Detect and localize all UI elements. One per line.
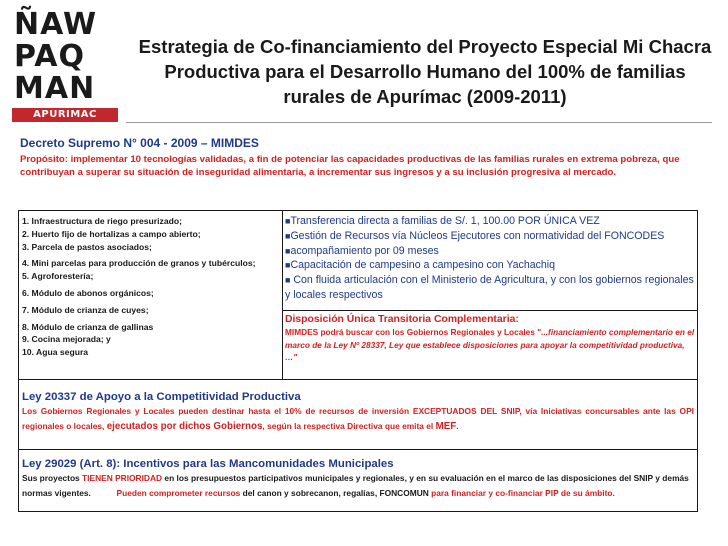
logo-text-line-2: PAQ xyxy=(14,39,85,74)
law-29029-section xyxy=(18,449,698,512)
technology-item: 4. Mini parcelas para producción de granos y tubérculos; xyxy=(22,258,256,269)
square-bullet-icon: ■ xyxy=(285,260,291,271)
program-details xyxy=(283,211,697,379)
square-bullet-icon: ■ xyxy=(285,275,291,286)
technologies-table xyxy=(18,210,698,380)
disposition-text: MIMDES podrá buscar con los Gobiernos Regionales y Locales "...financiamiento complementario en el marco de la Ley Nº 28337, Ley que establece disposiciones para apoyar la competitividad productiva, …" xyxy=(285,327,695,362)
square-bullet-icon: ■ xyxy=(285,230,291,241)
decree-heading: Decreto Supremo N° 004 - 2009 – MIMDES xyxy=(20,136,259,150)
technologies-list xyxy=(19,211,283,379)
law-29029-heading: Ley 29029 (Art. 8): Incentivos para las Mancomunidades Municipales xyxy=(22,458,394,470)
feature-bullet: ■Gestión de Recursos vía Núcleos Ejecutores con normatividad del FONCODES xyxy=(285,229,665,242)
technology-item: 8. Módulo de crianza de gallinas xyxy=(22,321,154,332)
title-divider xyxy=(126,122,712,123)
feature-bullet: ■Capacitación de campesino a campesino con Yachachiq xyxy=(285,259,556,272)
technology-item: 1. Infraestructura de riego presurizado; xyxy=(22,216,182,226)
feature-bullet: ■acompañamiento por 09 meses xyxy=(285,244,439,257)
technology-item: 3. Parcela de pastos asociados; xyxy=(22,241,152,252)
square-bullet-icon: ■ xyxy=(285,245,291,256)
law-20337-heading: Ley 20337 de Apoyo a la Competitividad Productiva xyxy=(22,391,301,403)
logo-text-line-1: ÑAW xyxy=(14,7,98,42)
feature-bullet: ■ Con fluida articulación con el Ministerio de Agricultura, y con los gobiernos regionales y locales respectivos xyxy=(285,274,694,301)
decree-section xyxy=(20,136,700,179)
transitory-disposition xyxy=(283,311,697,366)
law-20337-section xyxy=(18,380,698,450)
technology-item: 2. Huerto fijo de hortalizas a campo abierto; xyxy=(22,228,201,239)
technology-item: 7. Módulo de crianza de cuyes; xyxy=(22,304,149,315)
feature-bullet: ■Transferencia directa a familias de S/. 1, 100.00 POR ÚNICA VEZ xyxy=(285,215,600,227)
disposition-heading: Disposición Única Transitoria Complementaria: xyxy=(285,314,519,325)
page-title: Estrategia de Co-financiamiento del Proyecto Especial Mi Chacra Productiva para el Desarrollo Humano del 100% de familias rurales de Apurímac (2009-2011) xyxy=(138,36,712,107)
logo-text-line-3: MAN xyxy=(14,71,96,106)
program-features xyxy=(283,211,697,311)
technology-item: 6. Módulo de abonos orgánicos; xyxy=(22,287,154,298)
decree-purpose: Propósito: implementar 10 tecnologías validadas, a fin de potenciar las capacidades productivas de las familias rurales en extrema pobreza, que contribuyan a superar su situación de inseguridad alimentaria, a incrementar sus ingresos y a su inclusión progresiva al mercado. xyxy=(20,154,680,178)
logo-subtitle: APURIMAC xyxy=(12,108,118,122)
law-29029-text: Sus proyectos TIENEN PRIORIDAD en los presupuestos participativos municipales y regionales, y en su evaluación en el marco de las disposiciones del SNIP y demás normas vigentes. Pueden comprometer recursos del canon y sobrecanon, regalías, FONCOMUN para financiar y co-financiar PIP de su ámbito. xyxy=(22,473,689,498)
technology-item: 9. Cocina mejorada; y xyxy=(22,334,111,345)
naw-paq-man-logo xyxy=(10,4,122,124)
law-20337-text: Los Gobiernos Regionales y Locales pueden destinar hasta el 10% de recursos de inversión EXCEPTUADOS DEL SNIP, vía Iniciativas concursables ante las OPI regionales o locales, ejecutados por dichos Gobiernos, según la respectiva Directiva que emita el MEF. xyxy=(22,406,694,432)
technology-item: 10. Agua segura xyxy=(22,347,89,358)
technology-item: 5. Agroforestería; xyxy=(22,271,94,282)
square-bullet-icon: ■ xyxy=(285,216,291,226)
